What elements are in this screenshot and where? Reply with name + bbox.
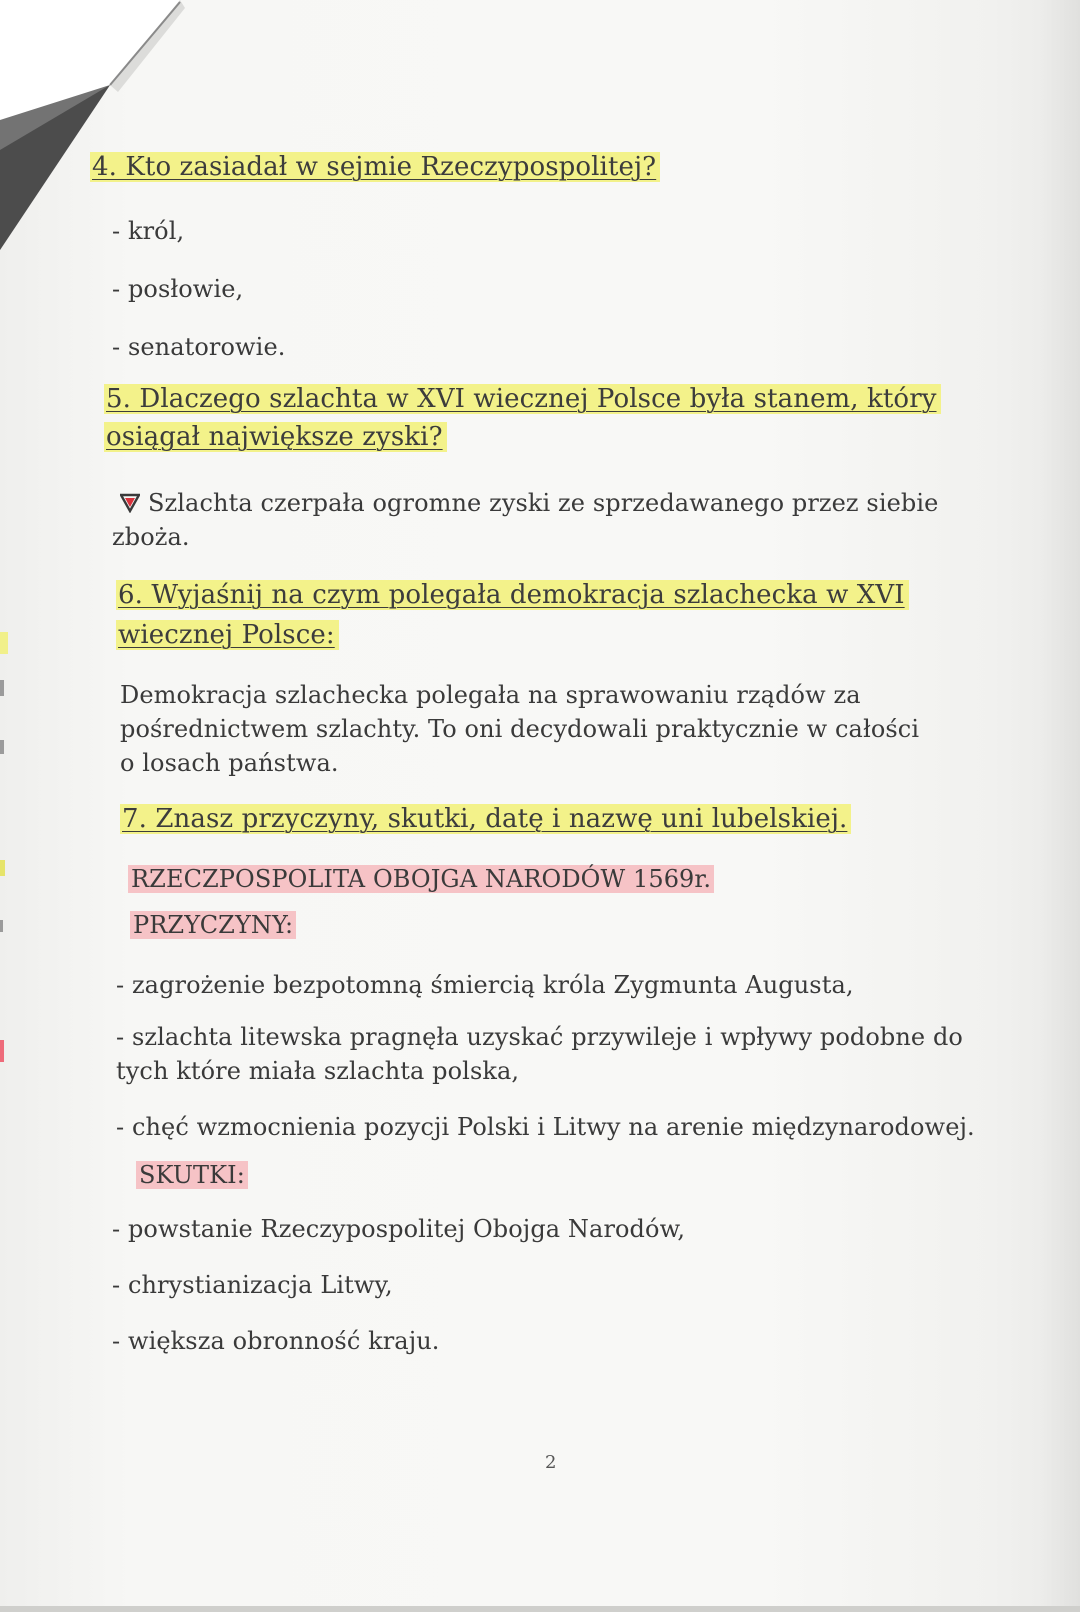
question-4-answer: - król, (112, 217, 185, 245)
question-5-title-line: 5. Dlaczego szlachta w XVI wiecznej Polsce była stanem, który (104, 384, 941, 414)
question-5-title (104, 420, 447, 454)
question-7-title (120, 802, 851, 836)
question-4-answer: - posłowie, (112, 275, 244, 303)
question-6-answer: o losach państwa. (120, 749, 339, 777)
question-4-answer: - senatorowie. (112, 333, 286, 361)
question-6-title (116, 618, 339, 652)
question-4-title (90, 150, 660, 184)
margin-mark (0, 740, 4, 754)
causes-heading (130, 908, 296, 942)
question-6-answer: Demokracja szlachecka polegała na sprawowaniu rządów za (120, 681, 861, 709)
question-5-answer (120, 486, 938, 520)
margin-mark (0, 920, 3, 932)
union-name-text: RZECZPOSPOLITA OBOJGA NARODÓW 1569r. (128, 865, 714, 893)
causes-heading-text: PRZYCZYNY: (130, 911, 296, 939)
question-6-title-line: 6. Wyjaśnij na czym polegała demokracja szlachecka w XVI (116, 580, 909, 610)
margin-mark (0, 860, 5, 876)
question-6-answer: pośrednictwem szlachty. To oni decydowali praktycznie w całości (120, 715, 920, 743)
question-6-title (116, 578, 909, 612)
cause-item: - chęć wzmocnienia pozycji Polski i Litwy na arenie międzynarodowej. (116, 1113, 975, 1141)
question-4-title-text: 4. Kto zasiadał w sejmie Rzeczypospolitej? (90, 152, 660, 182)
effect-item: - większa obronność kraju. (112, 1327, 440, 1355)
triangle-bullet-icon (120, 493, 140, 513)
page-edge-shadow (1040, 0, 1080, 1612)
margin-mark (0, 680, 4, 696)
question-5-answer: zboża. (112, 523, 190, 551)
page-number: 2 (545, 1452, 557, 1473)
union-name (128, 862, 714, 896)
question-5-title (104, 382, 941, 416)
margin-mark (0, 1040, 4, 1062)
question-5-title-line: osiągał największe zyski? (104, 422, 447, 452)
cause-item: - zagrożenie bezpotomną śmiercią króla Zygmunta Augusta, (116, 971, 854, 999)
effects-heading-text: SKUTKI: (136, 1161, 248, 1189)
question-7-title-text: 7. Znasz przyczyny, skutki, datę i nazwę uni lubelskiej. (120, 804, 851, 834)
question-6-title-line: wiecznej Polsce: (116, 620, 339, 650)
page-bottom-edge (0, 1606, 1080, 1612)
effects-heading (136, 1158, 248, 1192)
effect-item: - powstanie Rzeczypospolitej Obojga Narodów, (112, 1215, 686, 1243)
margin-mark (0, 632, 8, 654)
cause-item: tych które miała szlachta polska, (116, 1057, 520, 1085)
cause-item: - szlachta litewska pragnęła uzyskać przywileje i wpływy podobne do (116, 1023, 963, 1051)
question-5-answer-line: Szlachta czerpała ogromne zyski ze sprzedawanego przez siebie (148, 489, 939, 517)
effect-item: - chrystianizacja Litwy, (112, 1271, 393, 1299)
